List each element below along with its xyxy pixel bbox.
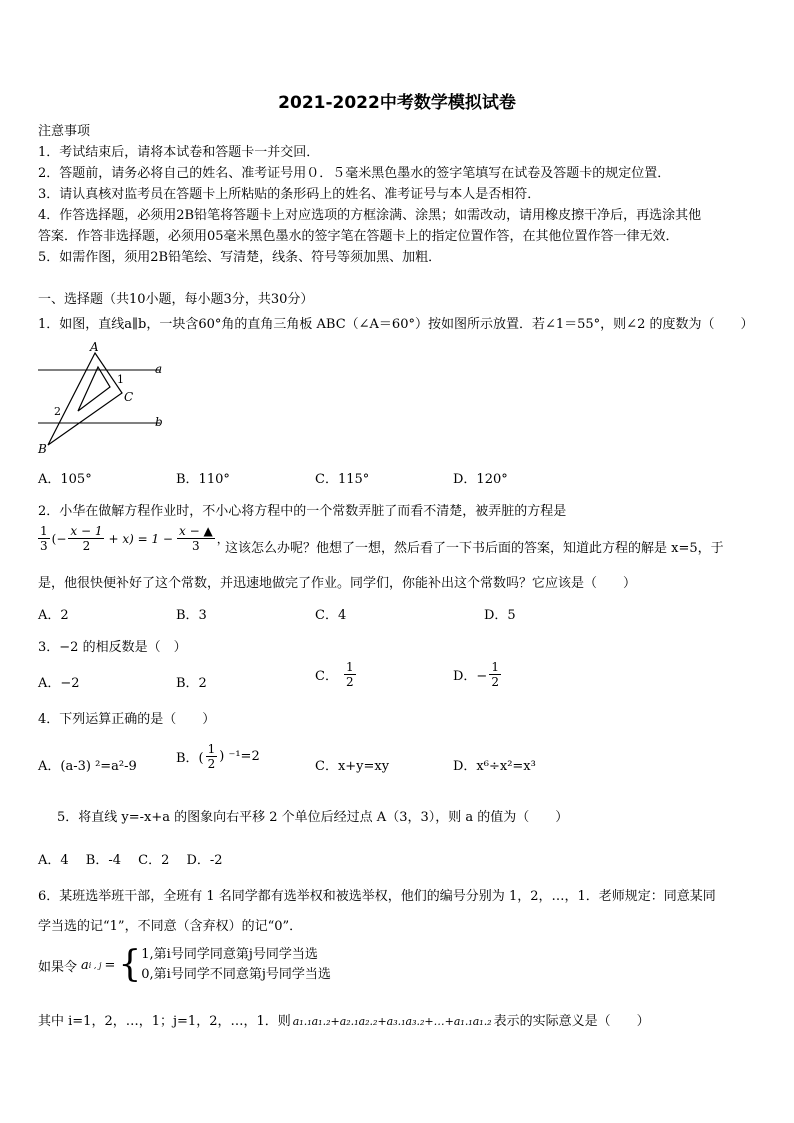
outer-triangle [48, 353, 122, 445]
notice-item-1: 1．考试结束后，请将本试卷和答题卡一并交回． [38, 145, 320, 160]
q6-definition: 如果令 a i , j = { 1,第i号同学同意第j号同学当选 0,第i号同学不同意第j号同学当选 [38, 944, 331, 985]
q1-option-d: D．120° [453, 472, 508, 487]
exam-title: 2021-2022中考数学模拟试卷 [278, 93, 516, 113]
question-5: 5．将直线 y=-x+a 的图象向右平移 2 个单位后经过点 A（3，3），则 a 的值为（ ） [57, 810, 569, 825]
q6-case-1: 1,第i号同学同意第j号同学当选 [141, 947, 318, 962]
notice-item-4: 4．作答选择题，必须用2B铅笔将答题卡上对应选项的方框涂满、涂黑；如需改动，请用橡皮擦干净后，再选涂其他 [38, 208, 702, 223]
question-1: 1．如图，直线a∥b，一块含60°角的直角三角板 ABC（∠A＝60°）按如图所示放置．若∠1＝55°，则∠2 的度数为（ ） [38, 317, 754, 332]
label-angle-1: 1 [117, 373, 124, 386]
question-6: 6．某班选举班干部，全班有 1 名同学都有选举权和被选举权，他们的编号分别为 1，2，…，1．老师规定：同意某同 [38, 889, 716, 904]
q1-option-a: A．105° [38, 472, 92, 487]
question-3: 3．−2 的相反数是（ ） [38, 640, 187, 655]
q2-option-a: A．2 [38, 608, 69, 623]
q3-option-d: D．− $\frac{1}{2}$ [453, 660, 499, 689]
label-angle-2: 2 [54, 405, 61, 418]
q4-option-a: A．(a-3) ²=a²-9 [38, 759, 137, 774]
label-B: B [38, 442, 47, 456]
notice-heading: 注意事项 [38, 124, 91, 139]
question-2: 2．小华在做解方程作业时，不小心将方程中的一个常数弄脏了而看不清楚，被弄脏的方程是 [38, 504, 567, 519]
frac-one-third: $\frac{1}{3}$ [40, 524, 48, 553]
q4-option-b: B．( $\frac{1}{2}$ ) ⁻¹=2 [176, 742, 260, 771]
q3-option-a: A．−2 [38, 676, 80, 691]
label-a: a [155, 362, 163, 376]
label-b: b [155, 415, 163, 429]
question-6-cont: 学当选的记“1”，不同意（含弃权）的记“0”． [38, 919, 303, 934]
q6-last-line: 其中 i=1，2，…，1；j=1，2，…，1．则 a₁.₁a₁.₂+a₂.₁a₂.₂+a₃.₁a₃.₂+…+a₁.₁a₁.₂ 表示的实际意义是（ ） [38, 1014, 650, 1029]
notice-item-3: 3．请认真核对监考员在答题卡上所粘贴的条形码上的姓名、准考证号与本人是否相符． [38, 187, 541, 202]
q4-option-c: C．x+y=xy [315, 759, 390, 774]
question-2-cont: 这该怎么办呢？他想了一想，然后看了一下书后面的答案，知道此方程的解是 x=5，于 [225, 541, 724, 556]
question-4: 4．下列运算正确的是（ ） [38, 712, 216, 727]
notice-item-4-cont: 答案．作答非选择题，必须用05毫米黑色墨水的签字笔在答题卡上的指定位置作答，在其他位置作答一律无效． [38, 229, 679, 244]
notice-item-5: 5．如需作图，须用2B铅笔绘、写清楚，线条、符号等须加黑、加粗． [38, 250, 442, 265]
label-C: C [124, 390, 134, 404]
q5-options: A．4 B．-4 C．2 D．-2 [38, 853, 223, 868]
section-heading: 一、选择题（共10小题，每小题3分，共30分） [38, 292, 314, 307]
q6-case-2: 0,第i号同学不同意第j号同学当选 [141, 967, 331, 982]
question-2-cont2: 是，他很快便补好了这个常数，并迅速地做完了作业。同学们，你能补出这个常数吗？它应该是（ ） [38, 576, 637, 591]
notice-item-2: 2．答题前，请务必将自己的姓名、准考证号用０．５毫米黑色墨水的签字笔填写在试卷及答题卡的规定位置． [38, 166, 671, 181]
frac-x-minus-1: $\frac{x - 1}{2}$ [70, 524, 103, 553]
q1-option-c: C．115° [315, 472, 370, 487]
triangle-figure [30, 335, 180, 460]
label-A: A [90, 340, 99, 354]
q3-option-b: B．2 [176, 676, 207, 691]
q2-equation: $\frac{1}{3}$ (− $\frac{x - 1}{2}$ + x) = 1 − $\frac{x - ▲}{3}$ ， [40, 524, 229, 553]
q1-option-b: B．110° [176, 472, 230, 487]
q4-option-d: D．x⁶÷x²=x³ [453, 759, 536, 774]
q2-option-c: C．4 [315, 608, 347, 623]
q2-option-d: D．5 [484, 608, 516, 623]
frac-x-minus-blot: $\frac{x - ▲}{3}$ [179, 524, 213, 553]
q2-option-b: B．3 [176, 608, 207, 623]
q3-option-c: C． $\frac{1}{2}$ [315, 660, 354, 689]
